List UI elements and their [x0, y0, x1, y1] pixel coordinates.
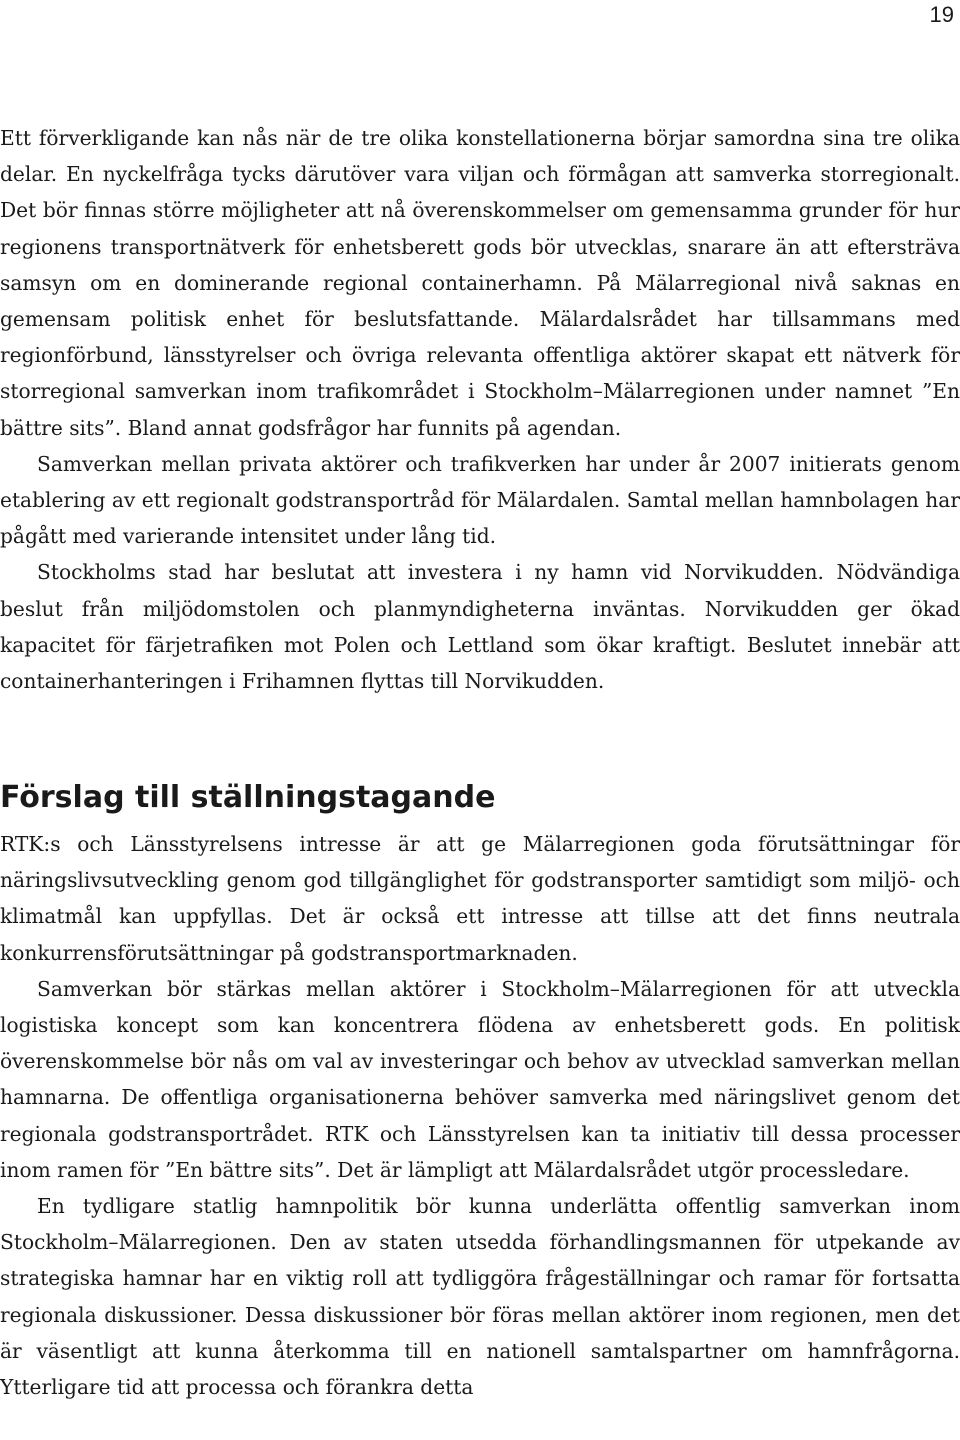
- paragraph-freight-council: Samverkan mellan privata aktörer och trafikverken har under år 2007 initierats genom etablering av ett regionalt godstransportråd för Mälardalen. Samtal mellan hamnbolagen har pågått med varierande intensitet under lång tid.: [0, 451, 960, 549]
- paragraph-interest: RTK:s och Länsstyrelsens intresse är att ge Mälarregionen goda förutsättningar för näringslivsutveckling genom god tillgänglighet för godstransporter samtidigt som miljö- och klimatmål kan uppfyllas. Det är också ett intresse att tillse att det finns neutrala konkurrensförutsättningar på godstransportmarknaden.: [0, 832, 960, 965]
- page-number: 19: [929, 2, 954, 27]
- paragraph-cooperation: Samverkan bör stärkas mellan aktörer i Stockholm–Mälarregionen för att utveckla logistiska koncept som kan koncentrera flödena av enhetsberett gods. En politisk överenskommelse bör nås om val av investeringar och behov av utvecklad samverkan mellan hamnarna. De offentliga organisationerna behöver samverka med näringslivet genom det regionala godstransportrådet. RTK och Länsstyrelsen kan ta initiativ till dessa processer inom ramen för ”En bättre sits”. Det är lämpligt att Mälardalsrådet utgör processledare.: [0, 976, 960, 1182]
- intro-text-block: [0, 120, 960, 699]
- section-heading: Förslag till ställningstagande: [0, 780, 496, 815]
- section-text-block: [0, 826, 960, 1405]
- paragraph-port-policy: En tydligare statlig hamnpolitik bör kunna underlätta offentlig samverkan inom Stockholm–Mälarregionen. Den av staten utsedda förhandlingsmannen för utpekande av strategiska hamnar har en viktig roll att tydliggöra frågeställningar och ramar för fortsatta regionala diskussioner. Dessa diskussioner bör föras mellan aktörer inom regionen, men det är väsentligt att kunna återkomma till en nationell samtalspartner om hamnfrågorna. Ytterligare tid att processa och förankra detta: [0, 1194, 960, 1400]
- paragraph-constellations: Ett förverkligande kan nås när de tre olika konstellationerna börjar samordna sina tre olika delar. En nyckelfråga tycks därutöver vara viljan och förmågan att samverka storregionalt. Det bör finnas större möjligheter att nå överenskommelser om gemensamma grunder för hur regionens transportnätverk för enhetsberett gods bör utvecklas, snarare än att eftersträva samsyn om en dominerande regional containerhamn. På Mälarregional nivå saknas en gemensam politisk enhet för beslutsfattande. Mälardalsrådet har tillsammans med regionförbund, länsstyrelser och övriga relevanta offentliga aktörer skapat ett nätverk för storregional samverkan inom trafikområdet i Stockholm–Mälarregionen under namnet ”En bättre sits”. Bland annat godsfrågor har funnits på agendan.: [0, 126, 960, 440]
- paragraph-norvikudden: Stockholms stad har beslutat att investera i ny hamn vid Norvikudden. Nödvändiga beslut från miljödomstolen och planmyndigheterna inväntas. Norvikudden ger ökad kapacitet för färjetrafiken mot Polen och Lettland som ökar kraftigt. Beslutet innebär att containerhanteringen i Frihamnen flyttas till Norvikudden.: [0, 560, 960, 694]
